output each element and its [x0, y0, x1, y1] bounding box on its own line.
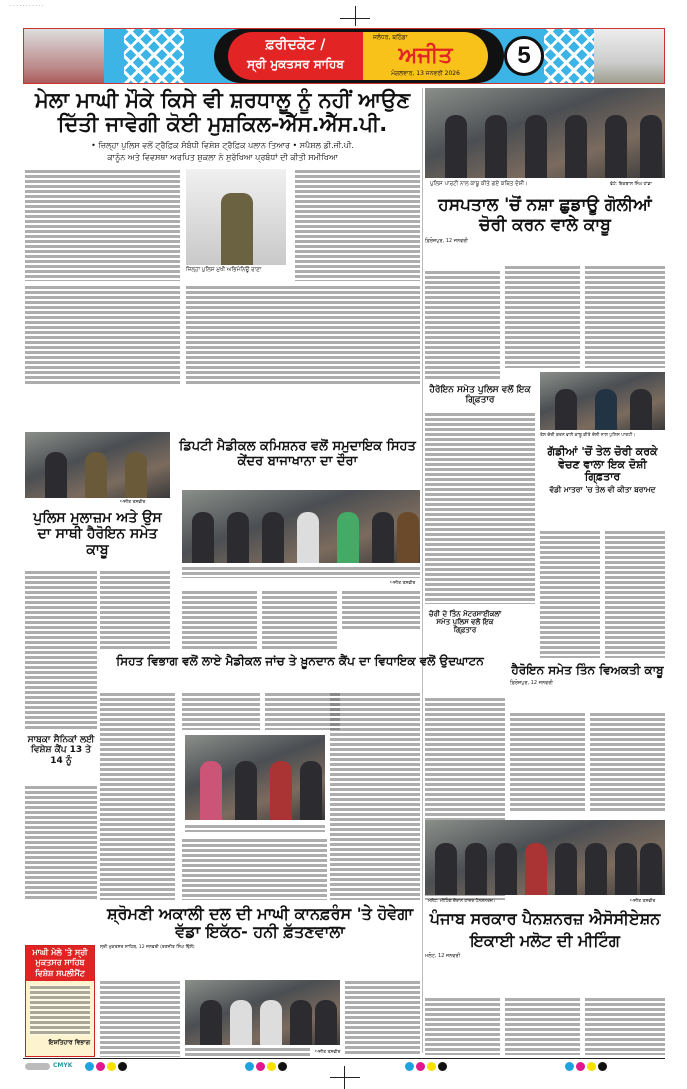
arrest-photo-caption: ਪੁਲਿਸ ਪਾਰਟੀ ਨਾਲ ਕਾਬੂ ਕੀਤੇ ਗਏ ਕਥਿਤ ਦੋਸ਼ੀ। [430, 181, 528, 187]
heroin-three-head [510, 664, 665, 686]
body-text [262, 590, 337, 650]
akali-head [100, 905, 420, 950]
oil-photo-caption: ਤੇਲ ਚੋਰੀ ਕਰਨ ਵਾਲੇ ਕਾਬੂ ਕੀਤੇ ਦੋਸ਼ੀ ਨਾਲ ਪੁਲਿਸ ਪਾਰਟੀ। [540, 433, 636, 438]
photo-credit: ਅਜੀਤ ਤਸਵੀਰ [315, 1050, 341, 1055]
supplement-notice [25, 945, 95, 1057]
edition-line-1: ਫ਼ਰੀਦਕੋਟ / [265, 37, 326, 53]
photo-credit: ਅਜੀਤ ਤਸਵੀਰ [390, 581, 416, 586]
photo-caption [185, 1047, 310, 1057]
ssp-photo-block [186, 169, 289, 281]
body-text [505, 997, 580, 1055]
body-text [510, 712, 585, 812]
body-text [585, 997, 665, 1055]
notice-title: ਮਾਘੀ ਮੇਲੇ 'ਤੇ ਸ੍ਰੀ ਮੁਕਤਸਰ ਸਾਹਿਬ ਵਿਸ਼ੇਸ਼ ਸਪਲੀਮੈਂਟ [26, 946, 94, 981]
masthead [23, 28, 665, 84]
pensioners-photo [425, 820, 665, 895]
body-text [605, 530, 665, 658]
lead-article [25, 88, 420, 385]
masthead-oval [214, 29, 504, 83]
column-rule [422, 88, 423, 1053]
crop-mark [344, 1066, 345, 1089]
paper-brand [363, 32, 488, 80]
ssp-photo [186, 169, 286, 265]
body-text [345, 980, 420, 1055]
body-text [505, 265, 580, 368]
body-text [100, 570, 170, 650]
edition-line-2: ਸ੍ਰੀ ਮੁਕਤਸਰ ਸਾਹਿਬ [247, 57, 344, 71]
police-worker-photo [25, 432, 170, 498]
cities: ਜਲੰਧਰ, ਬਠਿੰਡਾ [373, 34, 408, 41]
body-text [182, 692, 260, 730]
notice-body [30, 985, 90, 1035]
lead-body-text [295, 169, 420, 281]
body-text [342, 590, 420, 630]
pensioners-head [425, 908, 665, 959]
lead-body-text [25, 169, 180, 281]
body-text [100, 692, 175, 900]
lead-subhead: ਕਾਨੂੰਨ ਅਤੇ ਵਿਵਸਥਾ ਅਰਪਿਤ ਸ਼ੁਕਲਾ ਨੇ ਸੁਰੱਖਿਆ ਪ੍ਰਬੰਧਾਂ ਦੀ ਕੀਤੀ ਸਮੀਖਿਆ [107, 152, 338, 162]
arrest-photo [425, 88, 665, 178]
page-number: 5 [504, 36, 544, 76]
body-text [425, 270, 500, 380]
lead-body-row [25, 285, 420, 385]
dateline: ਫ਼ਿਰੋਜ਼ਪੁਰ, 12 ਜਨਵਰੀ [510, 679, 553, 686]
dateline: ਮਲੋਟ, 12 ਜਨਵਰੀ [425, 953, 461, 960]
paper-logo: ਅਜੀਤ [398, 43, 453, 68]
motorcycles-headline: ਚੋਰੀ ਦੇ ਤਿੰਨ ਮੋਟਰਸਾਈਕਲਾਂ ਸਮੇਤ ਪੁਲਿਸ ਵਲੋਂ ਇਕ ਗਿ੍ਫ਼ਤਾਰ [428, 610, 502, 635]
color-registration-bar [25, 1062, 665, 1072]
body-text [425, 997, 500, 1055]
lead-body-text [25, 285, 180, 385]
body-text [425, 412, 535, 604]
ex-servicemen-headline: ਸਾਬਕਾ ਸੈਨਿਕਾਂ ਲਈ ਵਿਸ਼ੇਸ਼ ਕੈਂਪ 13 ਤੇ 14 ਨੂੰ [27, 735, 95, 766]
hospital-article-head [425, 196, 665, 244]
body-text [25, 570, 97, 730]
print-slug: · · · · · · · · · · · [10, 3, 44, 9]
lead-subhead: • ਜ਼ਿਲ੍ਹਾ ਪੁਲਿਸ ਵਲੋਂ ਟ੍ਰੈਫ਼ਿਕ ਸੰਬੰਧੀ ਵਿਸ਼ੇਸ਼ ਟ੍ਰੈਫ਼ਿਕ ਪਲਾਨ ਤਿਆਰ • ਸਪੈਸ਼ਲ ਡੀ.ਜੀ.ਪੀ. [91, 141, 354, 151]
body-text [590, 712, 665, 812]
hospital-headline: ਹਸਪਤਾਲ 'ਚੋਂ ਨਸ਼ਾ ਛੁਡਾਊ ਗੋਲੀਆਂ ਚੋਰੀ ਕਰਨ ਵਾਲੇ ਕਾਬੂ [438, 195, 652, 235]
photo-credit: ਅਜੀਤ ਤਸਵੀਰ [630, 899, 656, 904]
akali-photo [185, 980, 340, 1045]
heroin-one-headline: ਹੈਰੋਇਨ ਸਮੇਤ ਪੁਲਿਸ ਵਲੋਂ ਇਕ ਗਿ੍ਫ਼ਤਾਰ [429, 385, 531, 406]
masthead-photo-left [24, 29, 104, 84]
oil-theft-photo [540, 372, 665, 430]
crop-mark [355, 6, 356, 26]
deputy-photo [182, 490, 420, 563]
photo-caption [182, 566, 420, 578]
dateline: ਫ਼ਿਰੋਜ਼ਪੁਰ, 12 ਜਨਵਰੀ [425, 238, 468, 245]
edition-name [228, 32, 363, 80]
body-text [265, 692, 340, 730]
heroin-three-headline: ਹੈਰੋਇਨ ਸਮੇਤ ਤਿੰਨ ਵਿਅਕਤੀ ਕਾਬੂ [511, 663, 664, 677]
health-camp-headline: ਸਿਹਤ ਵਿਭਾਗ ਵਲੋਂ ਲਾਏ ਮੈਡੀਕਲ ਜਾਂਚ ਤੇ ਖ਼ੂਨਦਾਨ ਕੈਂਪ ਦਾ ਵਿਧਾਇਕ ਵਲੋਂ ਉਦਘਾਟਨ [116, 654, 484, 668]
page-bottom-rule [23, 1058, 665, 1059]
photo-credit: ਫੋਟੋ: ਇਕਬਾਲ ਸਿੰਘ ਹਾਂਡਾ [610, 182, 652, 187]
body-text [540, 530, 600, 658]
lead-body-row [25, 169, 420, 281]
oil-subhead: ਵੱਡੀ ਮਾਤਰਾ 'ਚ ਤੇਲ ਵੀ ਕੀਤਾ ਬਰਾਮਦ [549, 484, 656, 494]
body-text [585, 265, 665, 368]
photo-caption [185, 824, 325, 832]
notice-signature: ਇਸ਼ਤਿਹਾਰ ਵਿਭਾਗ [48, 1039, 90, 1047]
akali-headline: ਸ਼੍ਰੋਮਣੀ ਅਕਾਲੀ ਦਲ ਦੀ ਮਾਘੀ ਕਾਨਫ਼ਰੰਸ 'ਤੇ ਹੋਵੇਗਾ ਵੱਡਾ ਇਕੱਠ- ਹਨੀ ਫ਼ੱਤਣਵਾਲਾ [106, 904, 414, 942]
lead-body-text [186, 285, 420, 385]
masthead-photo-right [594, 29, 664, 84]
body-text [100, 980, 180, 1057]
cmyk-label: CMYK [53, 1062, 73, 1069]
body-text [182, 838, 327, 900]
lead-headline: ਮੇਲਾ ਮਾਘੀ ਮੌਕੇ ਕਿਸੇ ਵੀ ਸ਼ਰਧਾਲੂ ਨੂੰ ਨਹੀਂ ਆਉਣ ਦਿੱਤੀ ਜਾਵੇਗੀ ਕੋਈ ਮੁਸ਼ਕਿਲ-ਐੱਸ.ਐੱਸ.ਪੀ. [34, 88, 411, 137]
police-worker-headline: ਪੁਲਿਸ ਮੁਲਾਜ਼ਮ ਅਤੇ ਉਸ ਦਾ ਸਾਥੀ ਹੈਰੋਇਨ ਸਮੇਤ ਕਾਬੂ [33, 510, 162, 559]
body-text [182, 590, 257, 650]
lead-subheads [25, 140, 420, 163]
photo-caption: ਮਲੋਟ: ਮੀਟਿੰਗ ਦੌਰਾਨ ਹਾਜ਼ਰ ਪੈਨਸ਼ਨਰਜ਼। [428, 899, 496, 904]
crop-mark [330, 1077, 360, 1078]
ssp-photo-caption: ਜ਼ਿਲ੍ਹਾ ਪੁਲਿਸ ਮੁਖੀ ਅਭਿਮੰਨਿਊ ਰਾਣਾ [186, 267, 262, 274]
oil-article-head [540, 446, 665, 495]
issue-date: ਮੰਗਲਵਾਰ, 13 ਜਨਵਰੀ 2026 [391, 70, 460, 77]
deputy-headline: ਡਿਪਟੀ ਮੈਡੀਕਲ ਕਮਿਸ਼ਨਰ ਵਲੋਂ ਸਮੁਦਾਇਕ ਸਿਹਤ ਕੇਂਦਰ ਬਾਜਾਖਾਨਾ ਦਾ ਦੌਰਾ [179, 439, 416, 469]
dateline: ਸ੍ਰੀ ਮੁਕਤਸਰ ਸਾਹਿਬ, 12 ਜਨਵਰੀ (ਰਣਜੀਤ ਸਿੰਘ ਢਿੱਲੋਂ) [100, 944, 195, 950]
body-text [330, 692, 420, 900]
health-camp-photo [185, 735, 325, 820]
oil-headline: ਗੱਡੀਆਂ 'ਚੋਂ ਤੇਲ ਚੋਰੀ ਕਰਕੇ ਵੇਚਣ ਵਾਲਾ ਇਕ ਦੋਸ਼ੀ ਗਿ੍ਫ਼ਤਾਰ [547, 445, 658, 484]
masthead-pattern [124, 29, 184, 84]
body-text [25, 785, 97, 900]
pensioners-headline: ਪੰਜਾਬ ਸਰਕਾਰ ਪੈਨਸ਼ਨਰਜ਼ ਐਸੋਸੀਏਸ਼ਨ ਇਕਾਈ ਮਲੋਟ ਦੀ ਮੀਟਿੰਗ [429, 909, 661, 950]
photo-credit: ਅਜੀਤ ਤਸਵੀਰ [120, 500, 146, 505]
